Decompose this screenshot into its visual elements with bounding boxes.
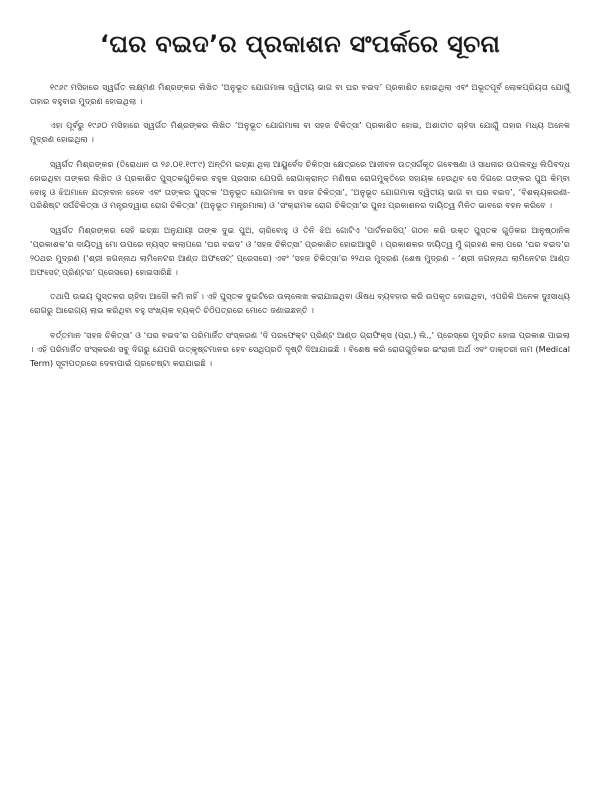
paragraph-6: ବର୍ତ୍ତମାନ ‘ସହଜ ଚିକିତ୍ସା’ ଓ ‘ଘର ବଇଦ’ର ପରିମାର୍ଜିତ ସଂସ୍କରଣ ‘ଦି ପରଫେକ୍ଟ ପ୍ରିଣ୍ଟ ଆଣ୍ଡ ଗ୍ରାଫିକ୍ସ (ପ୍ରା.) ଲି.,’ ପ୍ରେସ୍‌ରେ ମୁଦ୍ରିତ ହୋଇ ପ୍ରକାଶ ପାଇଲା । ଏହି ପରିମାର୍ଜିତ ସଂସ୍କରଣ ସବୁ ଦିଗରୁ ଯେପରି ଉତ୍କୃଷ୍ଟମାନର ହେବ ସେଥିପ୍ରତି ଦୃଷ୍ଟି ଦିଆଯାଇଛି । ବିଶେଷ କରି ରୋଗଗୁଡ଼ିକର ଇଂରାଜୀ ଅର୍ଥ ଏବଂ ଡାକ୍ତରୀ ନାମ (Medical Term) ସୂଚୀପତ୍ରରେ ଦେବାପାଇଁ ପ୍ରଚେଷ୍ଟା କରାଯାଇଛି । [30, 329, 570, 368]
page-title: ‘ଘର ବଇଦ’ର ପ୍ରକାଶନ ସଂପର୍କରେ ସୂଚନା [99, 30, 501, 58]
paragraph-2: ଏହା ପୂର୍ବରୁ ୧୯୬୦ ମସିହାରେ ସ୍ୱର୍ଗତ ମିଶ୍ରଙ୍କର ଲିଖିତ ‘ଅନୁଭୂତ ଯୋଗମାଳା ବା ସହଜ ଚିକିତ୍ସା’ ପ୍ରକାଶିତ ହୋଇ, ଅଶାତୀତ ଚାହିଦା ଯୋଗୁଁ ତାହାର ମଧ୍ୟ ଅନେକ ମୁଦ୍ରଣ ହୋଇଥିଲା । [30, 120, 570, 145]
paragraph-1: ୧୯୬୯ ମସିହାରେ ସ୍ୱର୍ଗତ ଲକ୍ଷ୍ମଣ ମିଶ୍ରଙ୍କର ଲିଖିତ ‘ଅନୁଭୂତ ଯୋଗମାଳା ଦ୍ୱିତୀୟ ଭାଗ ବା ଘର ବଇଦ’ ପ୍ରକାଶିତ ହୋଇଥିଲା ଏବଂ ଅଭୂତପୂର୍ବ ଲୋକପ୍ରିୟତା ଯୋଗୁଁ ତାହାର ବହୁବାର ମୁଦ୍ରଣ ହୋଇଥିଲା । [30, 81, 570, 106]
paragraph-5: ତଥାପି ଉଭୟ ପୁସ୍ତକର ଚାହିଦା ଆଦୌ କମି ନାହିଁ । ଏହି ପୁସ୍ତକ ଦୁଇଟିରେ ଉଲ୍ଲେଖ କରାଯାଇଥିବା ଔଷଧ ବ୍ୟବହାର କରି ଉପକୃତ ହୋଇଥିବା, ଏପରିକି ଅନେକ ଦୁଃସାଧ୍ୟ ରୋଗରୁ ଆରୋଗ୍ୟ ଲାଭ କରିଥିବା ବହୁ ସଂଖ୍ୟକ ବ୍ୟକ୍ତି ଚିଠିପତ୍ରରେ ମୋତେ ଜଣାଇଛନ୍ତି । [30, 291, 570, 316]
paragraph-4: ସ୍ୱର୍ଗତ ମିଶ୍ରଙ୍କର ସେହି ଇଚ୍ଛା ଅନୁଯାୟୀ ତାଙ୍କ ଦୁଇ ପୁଅ, ଚାରିବୋହୁ ଓ ତିନି ଝିଅ ଗୋଟିଏ ‘ପାର୍ଟନରସିପ୍’ ଗଠନ କରି ଉକ୍ତ ପୁସ୍ତକ ଗୁଡ଼ିକର ଆନୁଷ୍ଠାନିକ ‘ପ୍ରକାଶକ’ର ଦାୟିତ୍ୱ ମୋ ଉପରେ ନ୍ୟସ୍ତ କଲାପରେ ‘ଘର ବଇଦ’ ଓ ‘ସହଜ ଚିକିତ୍ସା’ ପ୍ରକାଶିତ ହୋଇଆସୁଚି । ପ୍ରକାଶକର ଦାୟିତ୍ୱ ମୁଁ ଗ୍ରହଣ କଲା ପରେ ‘ଘର ବଇଦ’ର ୨୦ଥର ମୁଦ୍ରଣ (‘ଶ୍ରୀ ଜଗନ୍ନାଥ ଲାମିନେଟର ଆଣ୍ଡ ଅଫସେଟ୍’ ପ୍ରେସରେ) ଏବଂ ‘ସହଜ ଚିକିତ୍ସା’ର ୨୨ଥର ମୁଦ୍ରଣ (ଶେଷ ମୁଦ୍ରଣ - ‘ଶ୍ରୀ ଜଗନ୍ନାଥ ଲାମିନେଟର ଆଣ୍ଡ ଅଫସେଟ୍ ପ୍ରିଣ୍ଟର’ ପ୍ରେସରେ) ହୋଇସାରିଛି । [30, 225, 570, 277]
paragraph-3: ସ୍ୱର୍ଗତ ମିଶ୍ରଙ୍କର (ତିରୋଧାନ ତା ୨୬.୦୧.୧୯୮୯) ଅନ୍ତିମ ଇଚ୍ଛା ଥିଲା ଆୟୁର୍ବେଦ ଚିକିତ୍ସା କ୍ଷେତ୍ରରେ ଆଜୀବନ ଉତ୍ସର୍ଗକୃତ ଗବେଷଣା ଓ ସାଧନାର ଉପଲବ୍ଧି ଲିପିବଦ୍ଧ ହୋଇଥିବା ତାଙ୍କର ଲିଖିତ ଓ ପ୍ରକାଶିତ ପୁସ୍ତକଗୁଡ଼ିକର ବହୁଳ ପ୍ରସାର ଯେପରି ରୋଗାକ୍ରାନ୍ତ ମଣିଷର ରୋଗମୁକ୍ତିରେ ସହାୟକ ହେଉଥିବ ସେ ଦିଗରେ ତାଙ୍କର ପୁଅ କିମ୍ବା ବୋହୁ ଓ ଝିଅମାନେ ଯତ୍ନବାନ ହେବେ ଏବଂ ତାଙ୍କର ପୁସ୍ତକ ‘ଅନୁଭୂତ ଯୋଗମାଳା ବା ସହଜ ଚିକିତ୍ସା’, ‘ଅନୁଭୂତ ଯୋଗମାଳା ଦ୍ୱିତୀୟ ଭାଗ ବା ଘର ବଇଦ’, ‘ବିଶଲ୍ୟକରଣୀ-ପରିଶିଷ୍ଟ ସର୍ପଚିକିତ୍ସା ଓ ମନ୍ତ୍ରଦ୍ୱାରା ରୋଗ ଚିକିତ୍ସା’ (ଅନୁଭୂତ ମନ୍ତ୍ରମାଳା) ଓ ‘ସଂକ୍ରାମକ ରୋଗ ଚିକିତ୍ସା’ର ପୁନଃ ପ୍ରକାଶନର ଦାୟିତ୍ୱ ମିଳିତ ଭାବରେ ବହନ କରିବେ । [30, 158, 570, 211]
